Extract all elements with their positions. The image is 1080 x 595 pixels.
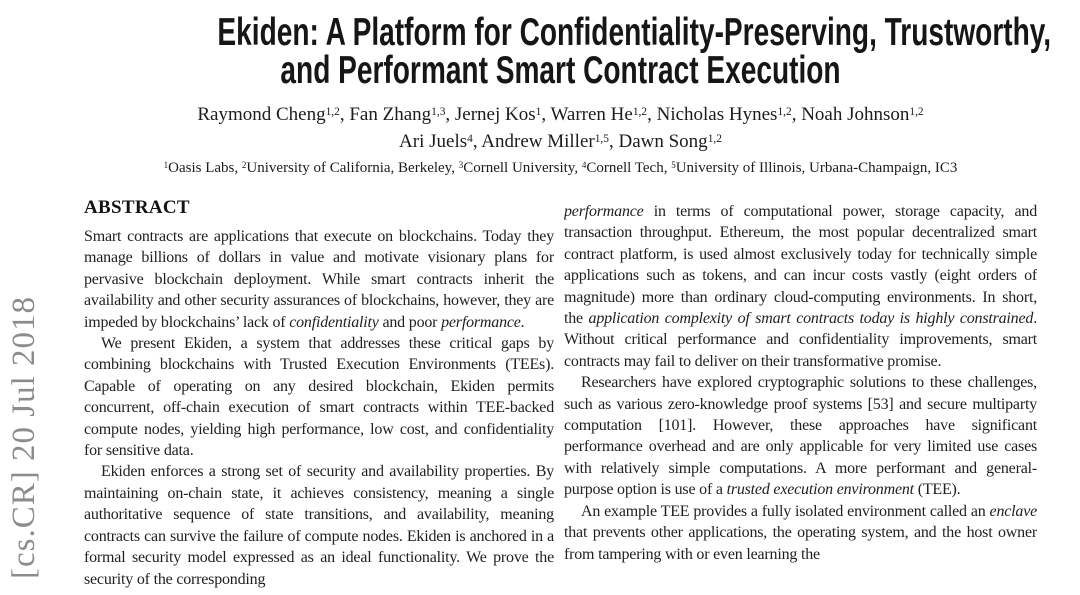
column-left (84, 197, 554, 595)
abstract-paragraph-1: Smart contracts are applications that execute on blockchains. Today they manage billions of dollars in value and motivate visionary plans for pervasive blockchain deployment. While smart contracts inherit the availability and other security assurances of blockchains, however, they are impeded by blockchains’ lack of confidentiality and poor performance. (84, 228, 554, 331)
affiliations-line: $^1$Oasis Labs, $^2$University of California, Berkeley, $^3$Cornell University, $^4$Cornell Tech, $^5$University of Illinois, Urbana-Champaign, IC3 (163, 159, 958, 176)
paper-title-line-1: Ekiden: A Platform for Confidentiality-Preserving, Trustworthy, (217, 11, 1052, 54)
column-right (564, 197, 1037, 595)
paper-title-line-2: and Performant Smart Contract Execution (280, 49, 841, 92)
authors-line-2: Ari Juels$^4$, Andrew Miller$^{1,5}$, Dawn Song$^{1,2}$ (399, 131, 722, 152)
authors-line-1: Raymond Cheng$^{1,2}$, Fan Zhang$^{1,3}$, Jernej Kos$^1$, Warren He$^{1,2}$, Nicholas Hynes$^{1,2}$, Noah Johnson$^{1,2}$ (197, 104, 924, 125)
intro-paragraph-1: performance in terms of computational power, storage capacity, and transaction throughput. Ethereum, the most popular decentralized smart contract platform, is used almost exclusively today for technically simple applications such as tokens, and can incur costs vastly (eight orders of magnitude) more than ordinary cloud-computing environments. In short, the application complexity of smart contracts today is highly constrained. Without critical performance and confidentiality improvements, smart contracts may fail to deliver on their transformative promise. (564, 203, 1037, 370)
intro-paragraph-2: Researchers have explored cryptographic solutions to these challenges, such as various zero-knowledge proof systems [53] and secure multiparty computation [101]. However, these approaches have significant performance overhead and are only applicable for very limited use cases with relatively simple computations. A more performant and general-purpose option is use of a trusted execution environment (TEE). (564, 374, 1037, 499)
abstract-heading: ABSTRACT (84, 197, 190, 218)
abstract-paragraph-3: Ekiden enforces a strong set of security and availability properties. By maintaining on-chain state, it achieves consistency, meaning a single authoritative sequence of state transitions, and availability, meaning contracts can survive the failure of compute nodes. Ekiden is anchored in a formal security model expressed as an ideal functionality. We prove the security of the corresponding (84, 463, 554, 588)
paper-header (84, 11, 1052, 178)
arxiv-stamp: [cs.CR] 20 Jul 2018 (6, 296, 42, 579)
intro-paragraph-3: An example TEE provides a fully isolated environment called an enclave that prevents other applications, the operating system, and the host owner from tampering with or even learning the (564, 502, 1037, 563)
authors-block (84, 101, 1037, 155)
two-column-body (84, 197, 1037, 595)
abstract-paragraph-2: We present Ekiden, a system that addresses these critical gaps by combining blockchains with Trusted Execution Environments (TEEs). Capable of operating on any desired blockchain, Ekiden permits concurrent, off-chain execution of smart contracts within TEE-backed compute nodes, yielding high performance, low cost, and confidentiality for sensitive data. (84, 335, 554, 460)
